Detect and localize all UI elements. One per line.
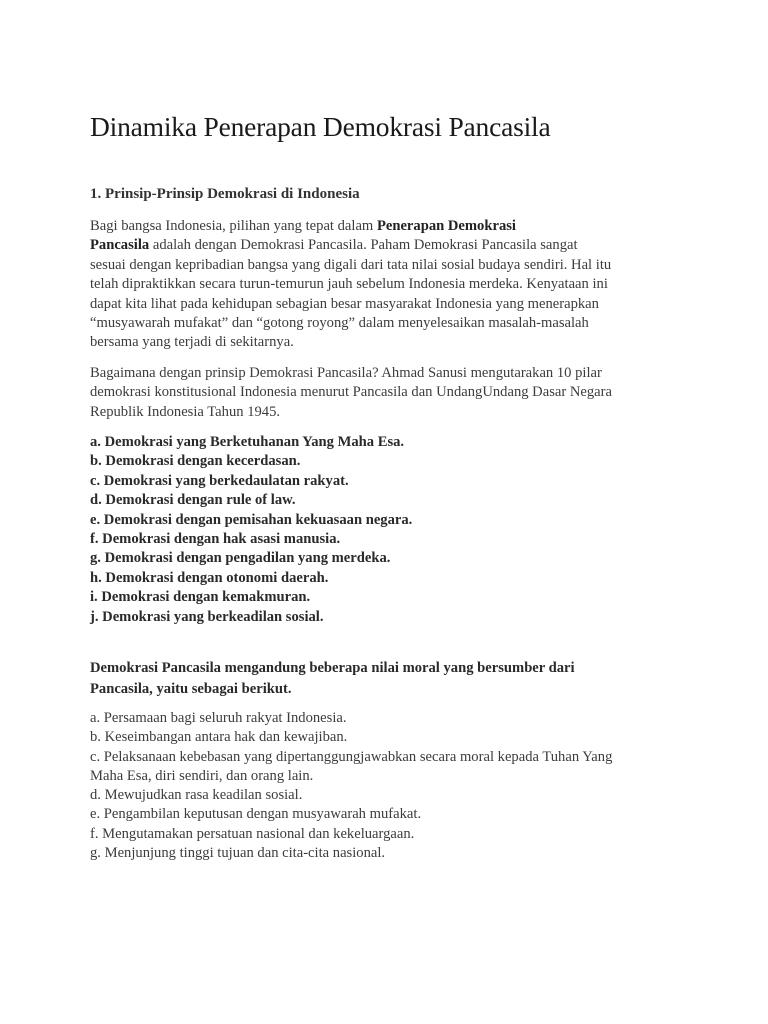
list-item: g. Demokrasi dengan pengadilan yang merdeka. bbox=[90, 550, 391, 567]
list-item: j. Demokrasi yang berkeadilan sosial. bbox=[90, 608, 324, 625]
list-item: d. Mewujudkan rasa keadilan sosial. bbox=[90, 787, 303, 804]
list-item: f. Mengutamakan persatuan nasional dan kekeluargaan. bbox=[90, 825, 415, 842]
paragraph-pillars-intro bbox=[90, 364, 612, 422]
paragraph-text: Bagi bangsa Indonesia, pilihan yang tepat dalam bbox=[90, 218, 377, 234]
list-item: a. Persamaan bagi seluruh rakyat Indonesia. bbox=[90, 710, 347, 726]
paragraph-line: “musyawarah mufakat” dan “gotong royong” dalam menyelesaikan masalah-masalah bbox=[90, 315, 589, 332]
list-item: i. Demokrasi dengan kemakmuran. bbox=[90, 589, 311, 606]
section-heading: 1. Prinsip-Prinsip Demokrasi di Indonesia bbox=[90, 186, 360, 202]
list-item: c. Pelaksanaan kebebasan yang dipertanggungjawabkan secara moral kepada Tuhan Yang bbox=[90, 748, 613, 765]
list-item: f. Demokrasi dengan hak asasi manusia. bbox=[90, 531, 341, 548]
list-item: e. Pengambilan keputusan dengan musyawarah mufakat. bbox=[90, 806, 422, 823]
paragraph-intro bbox=[90, 217, 611, 353]
paragraph-line: dapat kita lihat pada kehidupan sebagian besar masyarakat Indonesia yang menerapkan bbox=[90, 295, 599, 312]
list-item: d. Demokrasi dengan rule of law. bbox=[90, 492, 296, 509]
paragraph-line: Republik Indonesia Tahun 1945. bbox=[90, 403, 281, 420]
list-item-continuation: Maha Esa, diri sendiri, dan orang lain. bbox=[90, 767, 314, 784]
list-item: a. Demokrasi yang Berketuhanan Yang Maha Esa. bbox=[90, 434, 405, 450]
paragraph-line: bersama yang terjadi di sekitarnya. bbox=[90, 334, 294, 351]
paragraph-line bbox=[90, 236, 611, 255]
paragraph-line: Bagaimana dengan prinsip Demokrasi Pancasila? Ahmad Sanusi mengutarakan 10 pilar bbox=[90, 365, 602, 381]
pillars-list bbox=[90, 433, 412, 627]
list-item: b. Keseimbangan antara hak dan kewajiban. bbox=[90, 729, 348, 746]
document-title: Dinamika Penerapan Demokrasi Pancasila bbox=[90, 111, 551, 142]
paragraph-line bbox=[90, 217, 611, 236]
moral-values-heading bbox=[90, 658, 575, 699]
list-item: c. Demokrasi yang berkedaulatan rakyat. bbox=[90, 472, 349, 489]
heading-line: Demokrasi Pancasila mengandung beberapa nilai moral yang bersumber dari bbox=[90, 660, 575, 676]
paragraph-text: adalah dengan Demokrasi Pancasila. Paham Demokrasi Pancasila sangat bbox=[149, 237, 578, 254]
paragraph-bold-text: Pancasila bbox=[90, 237, 150, 254]
paragraph-bold-text: Penerapan Demokrasi bbox=[376, 218, 516, 234]
paragraph-line: telah dipraktikkan secara turun-temurun jauh sebelum Indonesia merdeka. Kenyataan ini bbox=[90, 276, 608, 293]
list-item: g. Menjunjung tinggi tujuan dan cita-cita nasional. bbox=[90, 845, 386, 862]
list-item: b. Demokrasi dengan kecerdasan. bbox=[90, 453, 301, 470]
paragraph-line: sesuai dengan kepribadian bangsa yang digali dari tata nilai sosial budaya sendiri. Hal itu bbox=[90, 256, 612, 273]
heading-line: Pancasila, yaitu sebagai berikut. bbox=[90, 680, 292, 697]
moral-values-list bbox=[90, 709, 612, 863]
paragraph-line: demokrasi konstitusional Indonesia menurut Pancasila dan UndangUndang Dasar Negara bbox=[90, 384, 612, 401]
list-item: e. Demokrasi dengan pemisahan kekuasaan negara. bbox=[90, 511, 413, 528]
list-item: h. Demokrasi dengan otonomi daerah. bbox=[90, 569, 329, 586]
